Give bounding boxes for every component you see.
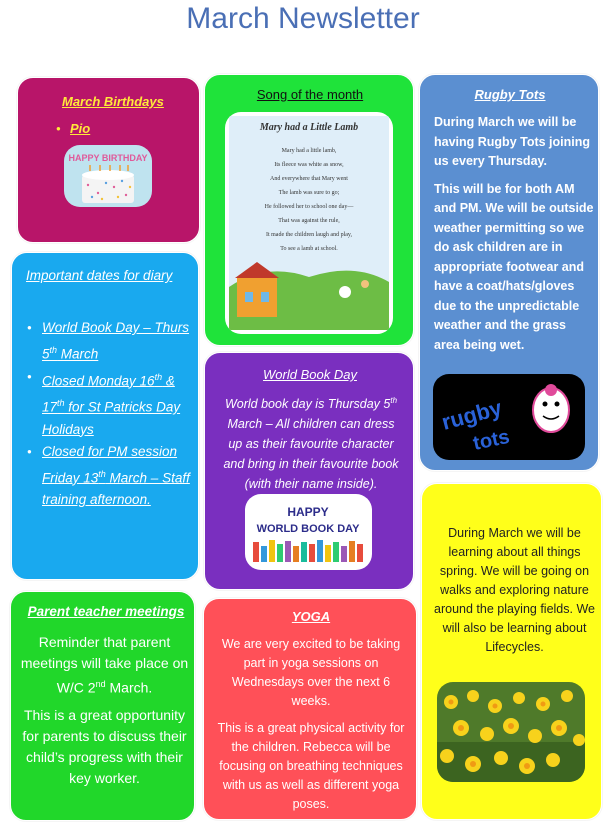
parent-text-2: This is a great opportunity for parents to discuss their child’s progress with their key worker. (22, 707, 187, 786)
date-item-st-patricks: ● Closed Monday 16th & 17th for St Patricks Day Holidays (42, 366, 192, 441)
yoga-text-2: This is a great physical activity for the children. Rebecca will be focusing on breathing techniques with us as well as different yoga poses. (217, 721, 405, 811)
date-item-world-book-day: ● World Book Day – Thurs 5th March (42, 317, 192, 366)
spring-text: During March we will be learning about all things spring. We will be going on walks and exploring nature around the playing fields. We will also be learning about Lifecycles. (434, 526, 595, 654)
poem-title: Mary had a Little Lamb (259, 122, 359, 133)
poem-line: That was against the rule, (278, 218, 340, 224)
rugby-heading: Rugby Tots (474, 87, 546, 102)
important-dates-panel (11, 252, 199, 580)
date-item-staff-training: ● Closed for PM session Friday 13th March – Staff training afternoon. (42, 441, 192, 512)
rugby-text-2: This will be for both AM and PM. We will be outside weather permitting so we do ask children are in appropriate footwear and have a coat/hats/gloves due to the unpredictable weather and the grass area being wet. (434, 181, 594, 352)
dates-heading: Important dates for diary (26, 268, 173, 283)
poem-line: Mary had a little lamb, (281, 148, 337, 154)
rugby-tots-logo (433, 374, 585, 460)
poem-image (225, 112, 393, 334)
yoga-panel (203, 598, 417, 820)
birthdays-heading: March Birthdays (62, 94, 164, 109)
poem-line: The lamb was sure to go; (278, 190, 340, 196)
wbd-heading: World Book Day (263, 367, 357, 382)
poem-line: And everywhere that Mary went (270, 176, 348, 182)
poem-line: He followed her to school one day— (264, 204, 354, 210)
page-title: March Newsletter (186, 2, 420, 35)
parent-text-1: Reminder that parent meetings will take place on W/C 2nd March. (20, 634, 189, 696)
yoga-heading: YOGA (291, 609, 331, 624)
wbd-text: World book day is Thursday 5th March – All children can dress up as their favourite character and bring in their favourite book (with their name inside). (223, 396, 399, 492)
parent-heading: Parent teacher meetings (27, 604, 185, 619)
logo-tots-text: tots (471, 425, 512, 455)
birthday-cake-image (64, 145, 152, 207)
birthday-name: ● Pio (56, 121, 90, 136)
yoga-text-1: We are very excited to be taking part in yoga sessions on Wednesdays over the next 6 weeks. (221, 637, 401, 708)
daffodils-image (437, 682, 585, 782)
wbd-image-line2: WORLD BOOK DAY (256, 523, 360, 535)
poem-line: To see a lamb at school. (280, 246, 338, 252)
poem-line: It made the children laugh and play, (265, 232, 353, 238)
wbd-image-line1: HAPPY (287, 505, 329, 519)
cake-banner-text: HAPPY BIRTHDAY (68, 153, 148, 163)
poem-line: Its fleece was white as snow, (274, 162, 344, 168)
parent-meetings-panel (10, 591, 195, 821)
world-book-day-image (245, 494, 372, 570)
logo-rugby-text: rugby (438, 394, 505, 435)
song-heading: Song of the month (256, 87, 364, 102)
rugby-text-1: During March we will be having Rugby Tots joining us every Thursday. (434, 115, 591, 168)
